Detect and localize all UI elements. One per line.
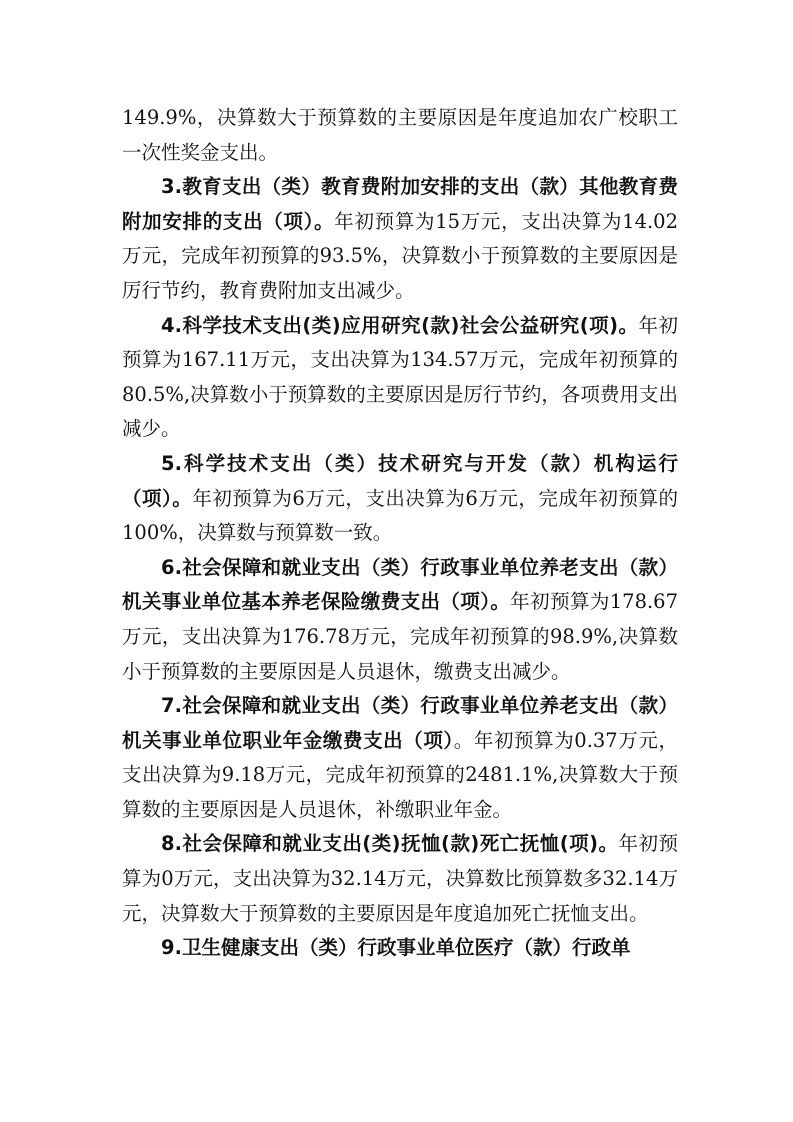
paragraph-continuation [122,101,678,170]
paragraph-heading: 9.卫生健康支出（类）行政事业单位医疗（款）行政单 [161,936,631,960]
paragraph-body: 年初预算为167.11万元，支出决算为134.57万元，完成年初预算的80.5%,决算数小于预算数的主要原因是厉行节约，各项费用支出减少。 [122,313,678,441]
paragraph-body: 149.9%，决算数大于预算数的主要原因是年度追加农广校职工一次性奖金支出。 [122,106,678,164]
paragraph-heading: 7.社会保障和就业支出（类）行政事业单位养老支出（款）机关事业单位职业年金缴费支出（项） [122,694,678,752]
paragraph-heading: 4.科学技术支出(类)应用研究(款)社会公益研究(项)。 [161,313,639,337]
paragraph-body: 年初预算为178.67万元，支出决算为176.78万元，完成年初预算的98.9%,决算数小于预算数的主要原因是人员退休，缴费支出减少。 [122,590,678,683]
paragraph-heading: 5.科学技术支出（类）技术研究与开发（款）机构运行（项）。 [122,451,678,510]
paragraph-item-6 [122,551,678,689]
paragraph-body: 年初预算为6万元，支出决算为6万元，完成年初预算的100%，决算数与预算数一致。 [122,486,678,545]
paragraph-item-3 [122,170,678,308]
paragraph-heading: 3.教育支出（类）教育费附加安排的支出（款）其他教育费附加安排的支出（项）。 [122,175,678,233]
paragraph-body: 。年初预算为0.37万元，支出决算为9.18万元，完成年初预算的2481.1%,决算数大于预算数的主要原因是人员退休，补缴职业年金。 [122,728,678,821]
paragraph-item-8 [122,827,678,931]
paragraph-item-4 [122,309,678,447]
document-body [122,101,678,966]
paragraph-item-9 [122,931,678,966]
paragraph-item-5 [122,447,678,551]
paragraph-heading: 8.社会保障和就业支出(类)抚恤(款)死亡抚恤(项)。 [161,832,619,856]
paragraph-heading: 6.社会保障和就业支出（类）行政事业单位养老支出（款）机关事业单位基本养老保险缴费支出（项）。 [122,555,678,614]
paragraph-body: 年初预算为15万元，支出决算为14.02万元，完成年初预算的93.5%，决算数小于预算数的主要原因是厉行节约，教育费附加支出减少。 [122,209,678,302]
paragraph-body: 年初预算为0万元，支出决算为32.14万元，决算数比预算数多32.14万元，决算数大于预算数的主要原因是年度追加死亡抚恤支出。 [122,832,678,925]
paragraph-item-7 [122,689,678,827]
